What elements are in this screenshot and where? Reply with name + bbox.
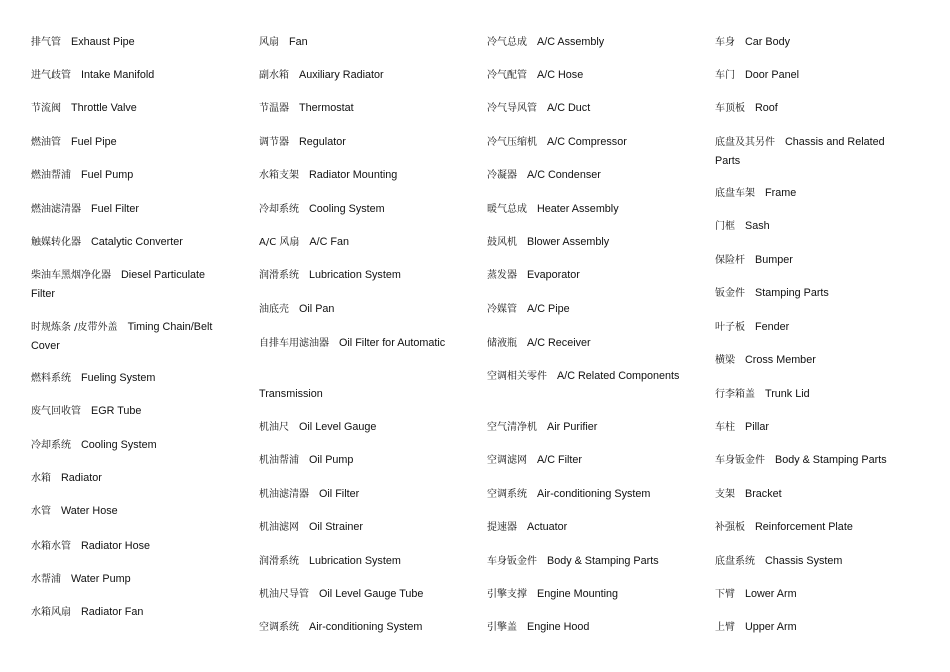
term-english: Radiator bbox=[61, 472, 102, 484]
glossary-entry bbox=[31, 402, 227, 421]
glossary-entry bbox=[715, 33, 905, 52]
glossary-entry bbox=[31, 469, 227, 488]
term-english: A/C Filter bbox=[537, 454, 582, 466]
term-chinese: 水箱风扇 bbox=[31, 607, 71, 618]
term-english: Body & Stamping Parts bbox=[775, 454, 887, 466]
glossary-entry bbox=[31, 99, 227, 118]
term-chinese: 冷媒管 bbox=[487, 304, 517, 315]
term-chinese: 底盘及其另件 bbox=[715, 137, 775, 148]
glossary-entry bbox=[31, 266, 227, 303]
glossary-entry bbox=[715, 418, 905, 437]
term-english: Fender bbox=[755, 321, 790, 333]
glossary-entry bbox=[715, 485, 905, 504]
term-chinese: 燃油帮浦 bbox=[31, 170, 71, 181]
term-chinese: 车身 bbox=[715, 37, 735, 48]
term-english: Lubrication System bbox=[309, 269, 401, 281]
term-chinese: 储液瓶 bbox=[487, 338, 517, 349]
term-chinese: 冷气导风管 bbox=[487, 103, 537, 114]
term-english: Catalytic Converter bbox=[91, 236, 183, 248]
term-english: Regulator bbox=[299, 136, 346, 148]
glossary-entry bbox=[31, 200, 227, 219]
glossary-entry bbox=[259, 334, 455, 353]
term-english: Reinforcement Plate bbox=[755, 521, 853, 533]
term-chinese: 燃油滤清器 bbox=[31, 204, 81, 215]
glossary-entry bbox=[715, 618, 905, 637]
term-english: Auxiliary Radiator bbox=[299, 69, 384, 81]
term-english: Car Body bbox=[745, 36, 791, 48]
term-chinese: 补强板 bbox=[715, 522, 745, 533]
term-english: Bracket bbox=[745, 488, 782, 500]
term-chinese: 水箱 bbox=[31, 473, 51, 484]
glossary-entry bbox=[259, 385, 455, 403]
term-english: Oil Filter for Automatic bbox=[339, 337, 446, 349]
term-english: Stamping Parts bbox=[755, 287, 829, 299]
glossary-entry bbox=[31, 66, 227, 85]
term-chinese: 下臂 bbox=[715, 589, 735, 600]
term-english: Throttle Valve bbox=[71, 102, 137, 114]
glossary-entry bbox=[487, 66, 683, 85]
term-chinese: 保险杆 bbox=[715, 255, 745, 266]
term-english: Door Panel bbox=[745, 69, 800, 81]
glossary-entry bbox=[715, 251, 905, 270]
term-english: Water Pump bbox=[71, 573, 131, 585]
glossary-entry bbox=[259, 99, 455, 118]
glossary-entry bbox=[715, 99, 905, 118]
term-chinese: 冷气配管 bbox=[487, 70, 527, 81]
glossary-entry bbox=[259, 552, 455, 571]
term-chinese: 行李箱盖 bbox=[715, 389, 755, 400]
term-english: A/C Duct bbox=[547, 102, 591, 114]
term-chinese: 燃油管 bbox=[31, 137, 61, 148]
glossary-entry bbox=[487, 451, 683, 470]
term-english: Fueling System bbox=[81, 372, 156, 384]
glossary-column-1 bbox=[31, 0, 227, 672]
term-english: Air-conditioning System bbox=[537, 488, 651, 500]
glossary-entry bbox=[487, 518, 683, 537]
term-chinese: 空调系统 bbox=[259, 622, 299, 633]
glossary-entry bbox=[487, 485, 683, 504]
term-chinese: 柴油车黑烟净化器 bbox=[31, 270, 111, 281]
term-english: Fuel Filter bbox=[91, 203, 139, 215]
term-chinese: 引擎支撑 bbox=[487, 589, 527, 600]
term-chinese: 车门 bbox=[715, 70, 735, 81]
glossary-entry bbox=[31, 537, 227, 556]
glossary-entry bbox=[259, 300, 455, 319]
glossary-entry bbox=[715, 284, 905, 303]
term-english: A/C Receiver bbox=[527, 337, 591, 349]
glossary-entry bbox=[715, 66, 905, 85]
term-english: Radiator Hose bbox=[81, 540, 151, 552]
glossary-entry bbox=[715, 518, 905, 537]
term-english: Evaporator bbox=[527, 269, 580, 281]
term-english: Pillar bbox=[745, 421, 769, 433]
term-chinese: 节流阀 bbox=[31, 103, 61, 114]
term-chinese: 上臂 bbox=[715, 622, 735, 633]
term-chinese: 副水箱 bbox=[259, 70, 289, 81]
term-english: Radiator Mounting bbox=[309, 169, 398, 181]
glossary-entry bbox=[259, 166, 455, 185]
term-english: Oil Strainer bbox=[309, 521, 364, 533]
term-chinese: 空调滤网 bbox=[487, 455, 527, 466]
glossary-entry bbox=[31, 603, 227, 622]
term-english: Thermostat bbox=[299, 102, 354, 114]
term-chinese: 车身钣金件 bbox=[487, 556, 537, 567]
term-english: Radiator Fan bbox=[81, 606, 144, 618]
term-chinese: 车身钣金件 bbox=[715, 455, 765, 466]
term-english: Oil Pan bbox=[299, 303, 335, 315]
term-english: Timing Chain/Belt Cover bbox=[31, 321, 213, 352]
glossary-entry bbox=[487, 99, 683, 118]
term-english: Upper Arm bbox=[745, 621, 797, 633]
glossary-entry bbox=[259, 451, 455, 470]
glossary-column-3 bbox=[487, 0, 683, 672]
term-english: Fuel Pipe bbox=[71, 136, 117, 148]
term-english: A/C Compressor bbox=[547, 136, 627, 148]
glossary-entry bbox=[31, 318, 227, 355]
term-english: Exhaust Pipe bbox=[71, 36, 135, 48]
term-chinese: 机油滤清器 bbox=[259, 489, 309, 500]
glossary-entry bbox=[715, 133, 905, 170]
term-english: A/C Related Components bbox=[557, 370, 680, 382]
term-chinese: 废气回收管 bbox=[31, 406, 81, 417]
term-chinese: 冷气压缩机 bbox=[487, 137, 537, 148]
term-chinese: 水箱水管 bbox=[31, 541, 71, 552]
term-english: A/C Pipe bbox=[527, 303, 570, 315]
term-chinese: 节温器 bbox=[259, 103, 289, 114]
glossary-entry bbox=[31, 33, 227, 52]
glossary-entry bbox=[259, 585, 455, 604]
glossary-entry bbox=[487, 300, 683, 319]
term-english: EGR Tube bbox=[91, 405, 142, 417]
glossary-entry bbox=[715, 451, 905, 470]
glossary-entry bbox=[487, 334, 683, 353]
term-english: Trunk Lid bbox=[765, 388, 810, 400]
term-chinese: 自排车用滤油器 bbox=[259, 338, 329, 349]
term-english: A/C Hose bbox=[537, 69, 584, 81]
glossary-entry bbox=[715, 351, 905, 370]
term-chinese: 钣金件 bbox=[715, 288, 745, 299]
term-english: A/C Assembly bbox=[537, 36, 605, 48]
term-chinese: 空气清净机 bbox=[487, 422, 537, 433]
term-english: Diesel Particulate Filter bbox=[31, 269, 206, 300]
term-english: Sash bbox=[745, 220, 770, 232]
term-chinese: 进气歧管 bbox=[31, 70, 71, 81]
term-chinese: 触媒转化器 bbox=[31, 237, 81, 248]
term-chinese: 冷却系统 bbox=[31, 440, 71, 451]
glossary-entry bbox=[487, 367, 683, 386]
term-english: Oil Level Gauge Tube bbox=[319, 588, 424, 600]
term-english: Air Purifier bbox=[547, 421, 598, 433]
glossary-entry bbox=[487, 166, 683, 185]
term-english: Oil Filter bbox=[319, 488, 360, 500]
term-chinese: 提速器 bbox=[487, 522, 517, 533]
term-chinese: 鼓风机 bbox=[487, 237, 517, 248]
glossary-entry bbox=[487, 618, 683, 637]
term-english: Blower Assembly bbox=[527, 236, 610, 248]
term-english: A/C Fan bbox=[309, 236, 349, 248]
term-chinese: 机油帮浦 bbox=[259, 455, 299, 466]
term-chinese: 横梁 bbox=[715, 355, 735, 366]
term-chinese: 调节器 bbox=[259, 137, 289, 148]
term-english: Transmission bbox=[259, 388, 323, 400]
glossary-entry bbox=[31, 502, 227, 521]
term-english: Lower Arm bbox=[745, 588, 797, 600]
glossary-entry bbox=[715, 552, 905, 571]
term-english: Fan bbox=[289, 36, 308, 48]
term-chinese: 冷凝器 bbox=[487, 170, 517, 181]
term-chinese: 空调相关零件 bbox=[487, 371, 547, 382]
glossary-entry bbox=[259, 418, 455, 437]
term-chinese: 燃料系统 bbox=[31, 373, 71, 384]
glossary-entry bbox=[259, 518, 455, 537]
term-chinese: 底盘车架 bbox=[715, 188, 755, 199]
term-chinese: 车柱 bbox=[715, 422, 735, 433]
term-chinese: 支架 bbox=[715, 489, 735, 500]
term-chinese: 车顶板 bbox=[715, 103, 745, 114]
term-chinese: A/C 风扇 bbox=[259, 237, 300, 248]
term-chinese: 机油滤网 bbox=[259, 522, 299, 533]
glossary-entry bbox=[31, 133, 227, 152]
glossary-entry bbox=[487, 585, 683, 604]
term-chinese: 水箱支架 bbox=[259, 170, 299, 181]
glossary-entry bbox=[715, 184, 905, 203]
term-chinese: 机油尺导管 bbox=[259, 589, 309, 600]
glossary-column-4 bbox=[715, 0, 905, 672]
glossary-entry bbox=[487, 266, 683, 285]
glossary-entry bbox=[487, 200, 683, 219]
term-english: Lubrication System bbox=[309, 555, 401, 567]
term-chinese: 时规炼条 /皮带外盖 bbox=[31, 322, 118, 333]
term-chinese: 机油尺 bbox=[259, 422, 289, 433]
term-chinese: 水帮浦 bbox=[31, 574, 61, 585]
term-chinese: 底盘系统 bbox=[715, 556, 755, 567]
glossary-entry bbox=[715, 318, 905, 337]
term-english: Oil Level Gauge bbox=[299, 421, 377, 433]
term-chinese: 冷却系统 bbox=[259, 204, 299, 215]
term-english: Body & Stamping Parts bbox=[547, 555, 659, 567]
glossary-entry bbox=[31, 436, 227, 455]
term-english: Actuator bbox=[527, 521, 568, 533]
term-english: Air-conditioning System bbox=[309, 621, 423, 633]
term-chinese: 润滑系统 bbox=[259, 270, 299, 281]
term-english: Intake Manifold bbox=[81, 69, 155, 81]
term-english: Heater Assembly bbox=[537, 203, 619, 215]
term-english: Engine Hood bbox=[527, 621, 590, 633]
term-chinese: 叶子板 bbox=[715, 322, 745, 333]
glossary-entry bbox=[31, 570, 227, 589]
term-chinese: 门框 bbox=[715, 221, 735, 232]
glossary-entry bbox=[715, 217, 905, 236]
glossary-entry bbox=[259, 618, 455, 637]
term-chinese: 蒸发器 bbox=[487, 270, 517, 281]
term-chinese: 润滑系统 bbox=[259, 556, 299, 567]
term-english: Fuel Pump bbox=[81, 169, 134, 181]
glossary-entry bbox=[259, 233, 455, 252]
term-english: Cooling System bbox=[309, 203, 385, 215]
glossary-entry bbox=[487, 233, 683, 252]
term-english: Roof bbox=[755, 102, 778, 114]
term-english: Chassis System bbox=[765, 555, 843, 567]
term-english: Chassis and Related Parts bbox=[715, 136, 885, 167]
term-english: A/C Condenser bbox=[527, 169, 601, 181]
term-chinese: 水管 bbox=[31, 506, 51, 517]
glossary-entry bbox=[31, 166, 227, 185]
glossary-entry bbox=[487, 33, 683, 52]
term-english: Bumper bbox=[755, 254, 793, 266]
term-chinese: 冷气总成 bbox=[487, 37, 527, 48]
glossary-entry bbox=[487, 552, 683, 571]
glossary-entry bbox=[31, 369, 227, 388]
term-chinese: 排气管 bbox=[31, 37, 61, 48]
term-english: Water Hose bbox=[61, 505, 118, 517]
glossary-entry bbox=[487, 133, 683, 152]
glossary-entry bbox=[259, 33, 455, 52]
glossary-entry bbox=[487, 418, 683, 437]
term-chinese: 暖气总成 bbox=[487, 204, 527, 215]
glossary-entry bbox=[259, 200, 455, 219]
glossary-entry bbox=[259, 266, 455, 285]
term-chinese: 引擎盖 bbox=[487, 622, 517, 633]
term-english: Cooling System bbox=[81, 439, 157, 451]
term-english: Frame bbox=[765, 187, 797, 199]
term-english: Cross Member bbox=[745, 354, 816, 366]
glossary-entry bbox=[259, 485, 455, 504]
glossary-column-2 bbox=[259, 0, 455, 672]
glossary-entry bbox=[259, 66, 455, 85]
glossary-entry bbox=[715, 385, 905, 404]
term-english: Engine Mounting bbox=[537, 588, 619, 600]
term-chinese: 风扇 bbox=[259, 37, 279, 48]
glossary-entry bbox=[259, 133, 455, 152]
term-chinese: 空调系统 bbox=[487, 489, 527, 500]
term-chinese: 油底壳 bbox=[259, 304, 289, 315]
glossary-entry bbox=[715, 585, 905, 604]
glossary-entry bbox=[31, 233, 227, 252]
term-english: Oil Pump bbox=[309, 454, 354, 466]
